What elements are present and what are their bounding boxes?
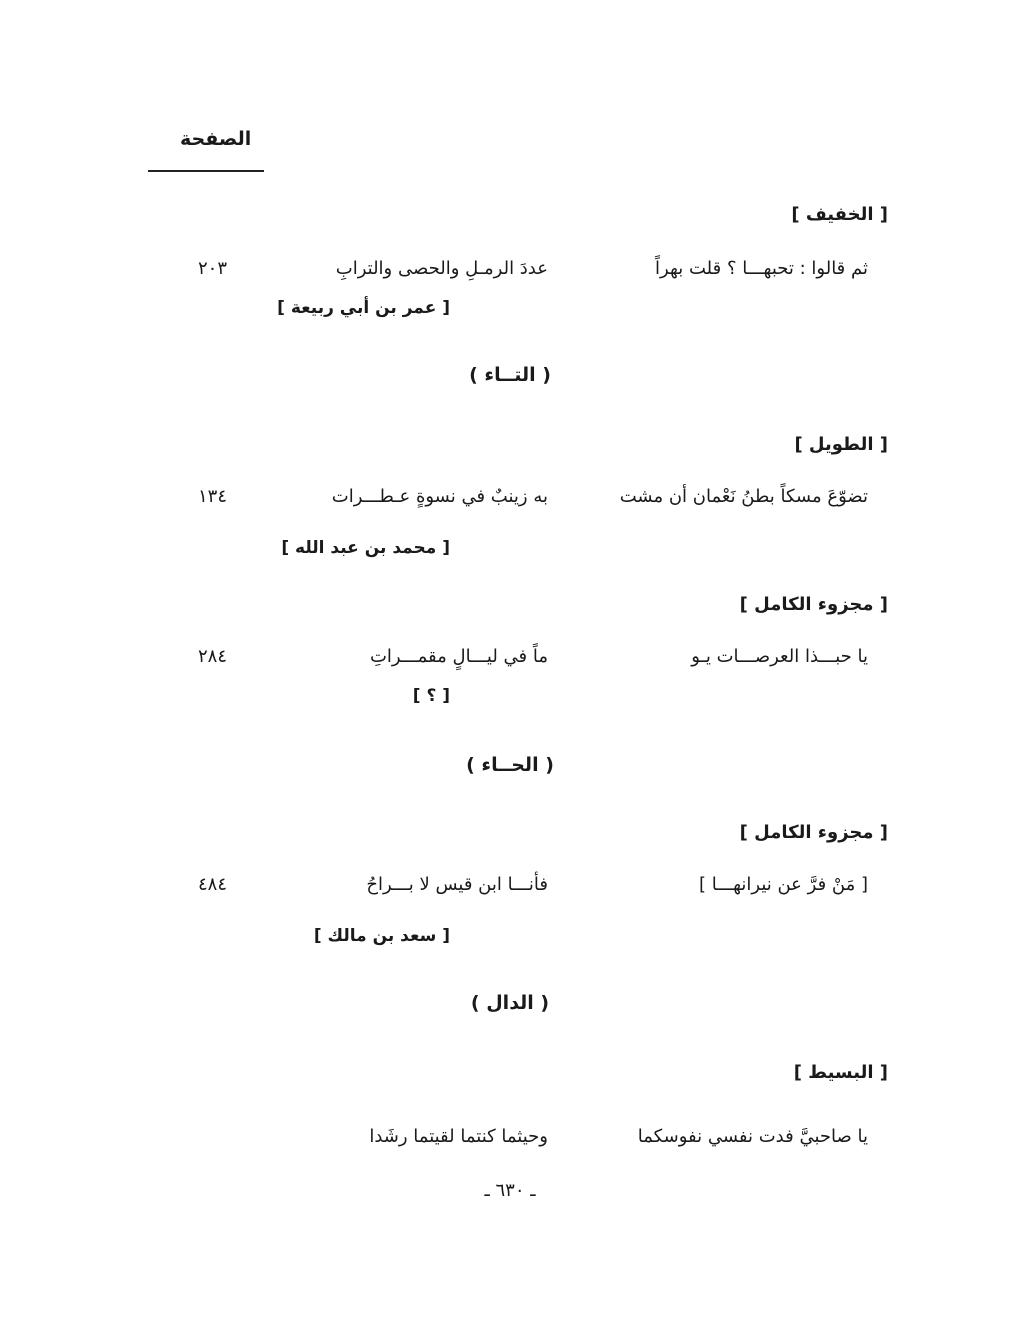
verse-second-hemistich: عددَ الرمـلِ والحصى والترابِ — [335, 258, 548, 279]
verse-first-hemistich: تضوّعَ مسكاً بطنُ نَعْمان أن مشت — [619, 486, 868, 507]
verse-second-hemistich: وحيثما كنتما لقيتما رشَدا — [369, 1126, 548, 1147]
verse-first-hemistich: ثم قالوا : تحبهـــا ؟ قلت بهراً — [655, 258, 868, 279]
verse-first-hemistich: يا صاحبيَّ فدت نفسي نفوسكما — [637, 1126, 868, 1147]
poet-attribution: [ سعد بن مالك ] — [313, 926, 450, 946]
verse-first-hemistich: [ مَنْ فرَّ عن نيرانهـــا ] — [699, 874, 868, 895]
meter-label: [ الطويل ] — [794, 434, 888, 455]
verse-second-hemistich: ماً في ليـــالٍ مقمـــراتِ — [369, 646, 548, 667]
meter-label: [ الخفيف ] — [791, 204, 888, 225]
verse-second-hemistich: فأنـــا ابن قيس لا بـــراحُ — [366, 874, 548, 895]
page-reference: ٢٠٣ — [198, 258, 228, 279]
verse-first-hemistich: يا حبـــذا العرصـــات يـو — [691, 646, 868, 667]
poet-attribution: [ ؟ ] — [412, 686, 450, 706]
page-column-heading: الصفحة — [180, 128, 252, 150]
page-reference: ٤٨٤ — [198, 874, 228, 895]
page-number: ـ ٦٣٠ ـ — [484, 1180, 536, 1201]
letter-heading: ( الحــاء ) — [466, 754, 554, 776]
letter-heading: ( التــاء ) — [469, 364, 551, 386]
letter-heading: ( الدال ) — [470, 992, 550, 1014]
poet-attribution: [ عمر بن أبي ربيعة ] — [277, 298, 450, 318]
verse-second-hemistich: به زينبٌ في نسوةٍ عـطـــرات — [331, 486, 548, 507]
meter-label: [ مجزوء الكامل ] — [739, 594, 888, 615]
meter-label: [ مجزوء الكامل ] — [739, 822, 888, 843]
heading-underline — [148, 170, 264, 172]
page-reference: ١٣٤ — [198, 486, 228, 507]
poet-attribution: [ محمد بن عبد الله ] — [281, 538, 450, 558]
meter-label: [ البسيط ] — [793, 1062, 888, 1083]
page-reference: ٢٨٤ — [198, 646, 228, 667]
